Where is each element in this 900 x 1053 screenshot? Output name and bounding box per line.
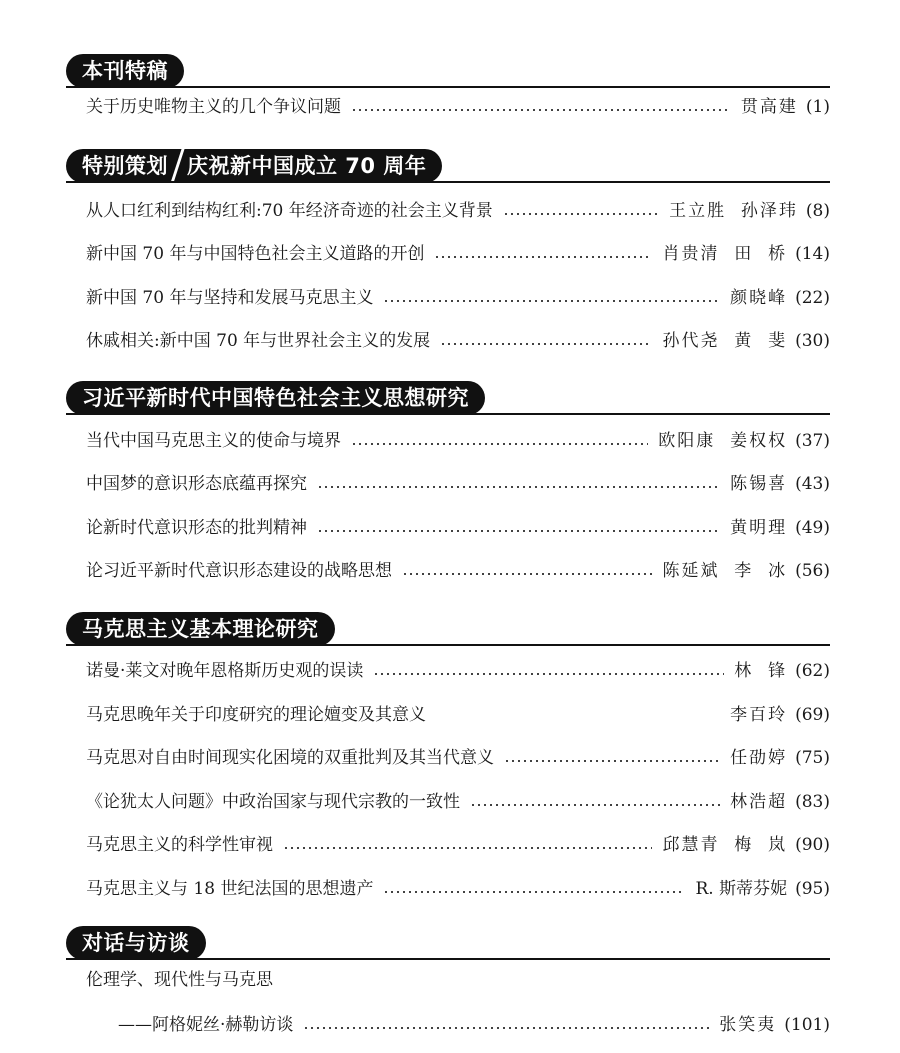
- entry-author: 孙代尧 黄 斐: [662, 331, 788, 351]
- entry-title: 新中国 70 年与中国特色社会主义道路的开创: [86, 244, 425, 264]
- entry-author: 贯高建: [740, 97, 798, 117]
- toc-entry[interactable]: [86, 94, 830, 120]
- leader-dots: [440, 343, 652, 345]
- entry-author: 王立胜 孙泽玮: [669, 201, 798, 221]
- entry-page: (8): [805, 201, 830, 221]
- entry-page: (30): [795, 331, 830, 351]
- entry-page: (75): [795, 748, 830, 768]
- section-divider: [66, 958, 830, 960]
- toc-entry[interactable]: [86, 658, 830, 684]
- entry-title: 马克思主义与 18 世纪法国的思想遗产: [86, 879, 374, 899]
- entry-page: (90): [795, 835, 830, 855]
- entry-author: 李百玲: [730, 705, 788, 725]
- section-heading-text: 习近平新时代中国特色社会主义思想研究: [82, 386, 469, 410]
- entry-author: 林 锋: [734, 661, 788, 681]
- entry-title: 关于历史唯物主义的几个争议问题: [86, 97, 341, 117]
- entry-author: 黄明理: [730, 518, 788, 538]
- toc-entry[interactable]: [86, 428, 830, 454]
- entry-title: 论习近平新时代意识形态建设的战略思想: [86, 561, 392, 581]
- entry-page: (69): [795, 705, 830, 725]
- section-heading: [66, 54, 184, 88]
- leader-dots: [383, 300, 720, 302]
- section-heading-text: 本刊特稿: [82, 59, 168, 83]
- leader-dots: [504, 760, 720, 762]
- toc-entry-subtitle[interactable]: [118, 1012, 830, 1038]
- entry-title: 马克思主义的科学性审视: [86, 835, 273, 855]
- entry-page: (56): [795, 561, 830, 581]
- section-heading: [66, 381, 485, 415]
- toc-entry[interactable]: [86, 832, 830, 858]
- toc-entry[interactable]: [86, 789, 830, 815]
- entry-title: ——阿格妮丝·赫勒访谈: [118, 1015, 294, 1035]
- entry-page: (22): [795, 288, 830, 308]
- entry-title: 马克思晚年关于印度研究的理论嬗变及其意义: [86, 705, 426, 725]
- entry-title: 论新时代意识形态的批判精神: [86, 518, 307, 538]
- entry-author: 陈延斌 李 冰: [662, 561, 788, 581]
- entry-page: (14): [795, 244, 830, 264]
- entry-title: 诺曼·莱文对晚年恩格斯历史观的误读: [86, 661, 364, 681]
- leader-dots: [402, 573, 652, 575]
- entry-author: 欧阳康 姜权权: [658, 431, 788, 451]
- entry-title: 当代中国马克思主义的使命与境界: [86, 431, 341, 451]
- entry-author: 林浩超: [730, 792, 788, 812]
- leader-dots: [503, 213, 659, 215]
- leader-dots: [317, 486, 720, 488]
- leader-dots: [383, 891, 685, 893]
- entry-page: (49): [795, 518, 830, 538]
- entry-author: 颜晓峰: [730, 288, 788, 308]
- leader-dots: [317, 530, 720, 532]
- entry-author: 任劭婷: [730, 748, 788, 768]
- entry-title: 《论犹太人问题》中政治国家与现代宗教的一致性: [86, 792, 460, 812]
- entry-author: 张笑夷: [719, 1015, 777, 1035]
- leader-dots: [351, 109, 731, 111]
- entry-title: 休戚相关:新中国 70 年与世界社会主义的发展: [86, 331, 431, 351]
- leader-dots: [373, 673, 724, 675]
- toc-entry[interactable]: [86, 745, 830, 771]
- toc-entry[interactable]: [86, 967, 830, 993]
- entry-author: 陈锡喜: [730, 474, 788, 494]
- entry-page: (43): [795, 474, 830, 494]
- entry-title: 中国梦的意识形态底蕴再探究: [86, 474, 307, 494]
- section-divider: [66, 181, 830, 183]
- leader-dots: [434, 256, 652, 258]
- entry-page: (101): [784, 1015, 830, 1035]
- section-divider: [66, 86, 830, 88]
- entry-page: (1): [805, 97, 830, 117]
- heading-separator: [170, 149, 184, 183]
- section-heading-text: 马克思主义基本理论研究: [82, 617, 319, 641]
- entry-page: (37): [795, 431, 830, 451]
- leader-dots: [303, 1027, 709, 1029]
- leader-dots: [470, 804, 720, 806]
- section-divider: [66, 413, 830, 415]
- entry-title: 从人口红利到结构红利:70 年经济奇迹的社会主义背景: [86, 201, 493, 221]
- entry-title: 伦理学、现代性与马克思: [86, 970, 273, 990]
- entry-title: 新中国 70 年与坚持和发展马克思主义: [86, 288, 374, 308]
- entry-page: (62): [795, 661, 830, 681]
- leader-dots: [351, 443, 648, 445]
- entry-author: R. 斯蒂芬妮: [695, 879, 788, 899]
- entry-page: (95): [795, 879, 830, 899]
- entry-author: 邱慧青 梅 岚: [662, 835, 788, 855]
- toc-entry[interactable]: [86, 328, 830, 354]
- section-heading: [66, 926, 206, 960]
- toc-entry[interactable]: [86, 285, 830, 311]
- section-heading: [66, 612, 335, 646]
- toc-entry[interactable]: [86, 241, 830, 267]
- section-heading: [66, 149, 442, 183]
- entry-author: 肖贵清 田 桥: [662, 244, 788, 264]
- entry-title: 马克思对自由时间现实化困境的双重批判及其当代意义: [86, 748, 494, 768]
- toc-entry[interactable]: [86, 558, 830, 584]
- section-heading-text: 特别策划: [82, 154, 168, 178]
- section-heading-text: 对话与访谈: [82, 931, 190, 955]
- toc-entry[interactable]: [86, 198, 830, 224]
- toc-entry[interactable]: [86, 515, 830, 541]
- entry-page: (83): [795, 792, 830, 812]
- toc-entry[interactable]: [86, 702, 830, 728]
- leader-dots: [283, 847, 652, 849]
- toc-entry[interactable]: [86, 471, 830, 497]
- section-divider: [66, 644, 830, 646]
- section-heading-subtitle: 庆祝新中国成立 70 周年: [187, 154, 427, 178]
- toc-entry[interactable]: [86, 876, 830, 902]
